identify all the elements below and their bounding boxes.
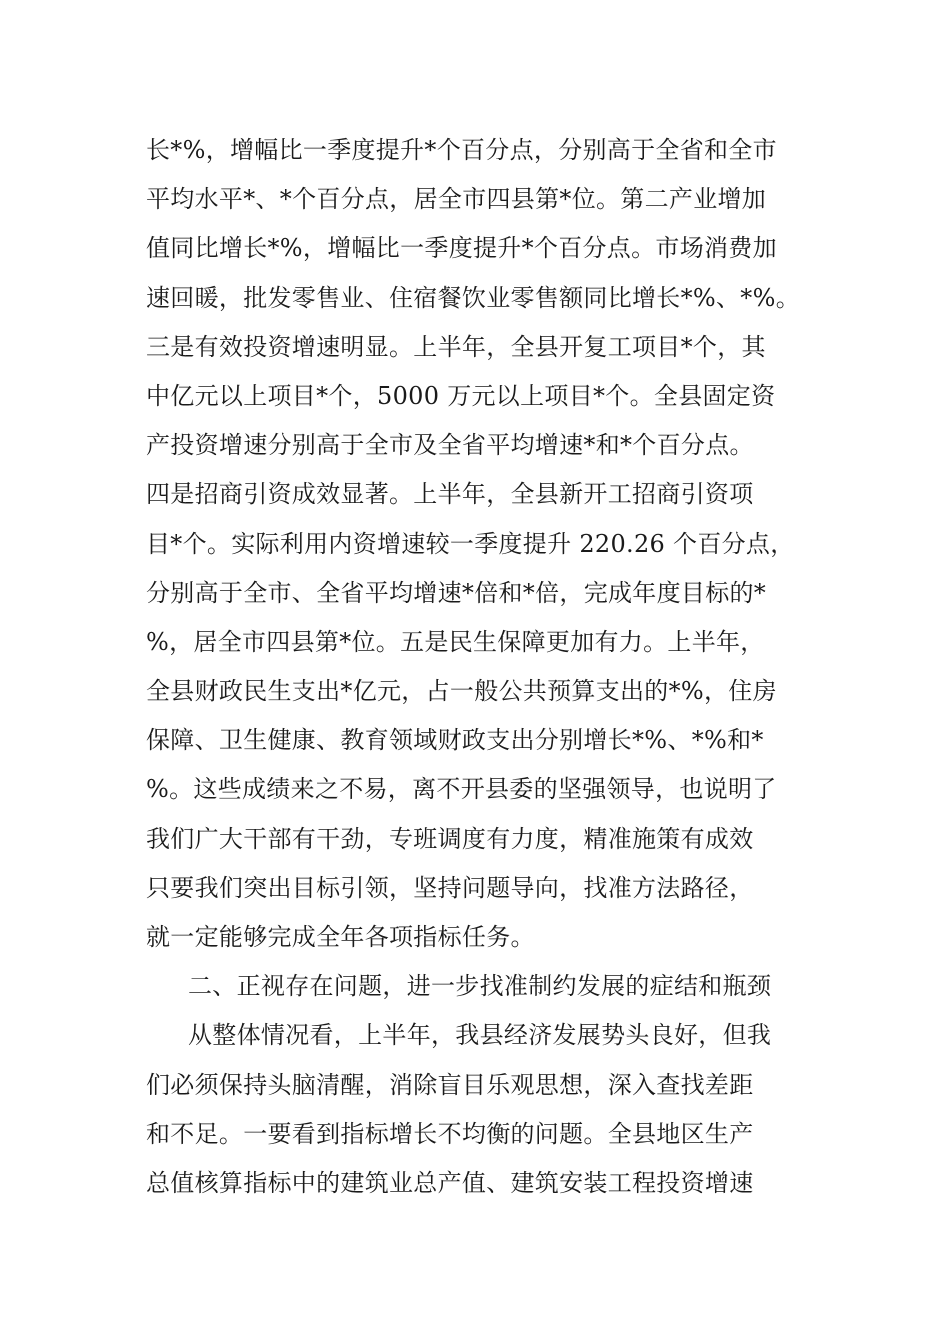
text-line: 值同比增长*%，增幅比一季度提升*个百分点。市场消费加 [146,234,777,263]
document-body [146,126,846,1208]
text-line: 四是招商引资成效显著。上半年，全县新开工招商引资项 [146,480,754,509]
text-line: 我们广大干部有干劲，专班调度有力度，精准施策有成效 [146,824,754,853]
text-line: 三是有效投资增速明显。上半年，全县开复工项目*个，其 [146,332,766,361]
text-line: 平均水平*、*个百分点，居全市四县第*位。第二产业增加 [146,185,767,214]
text-line: 们必须保持头脑清醒，消除盲目乐观思想，深入查找差距 [146,1070,754,1099]
text-line: 全县财政民生支出*亿元，占一般公共预算支出的*%，住房 [146,677,777,706]
text-line: 总值核算指标中的建筑业总产值、建筑安装工程投资增速 [146,1168,754,1197]
text-line: 中亿元以上项目*个，5000 万元以上项目*个。全县固定资 [146,381,776,410]
paragraph-first-line: 从整体情况看，上半年，我县经济发展势头良好，但我 [188,1021,772,1050]
text-line: %。这些成绩来之不易，离不开县委的坚强领导，也说明了 [146,775,777,804]
text-line: 产投资增速分别高于全市及全省平均增速*和*个百分点。 [146,431,754,460]
text-line: 长*%，增幅比一季度提升*个百分点，分别高于全省和全市 [146,136,777,164]
text-line: 目*个。实际利用内资增速较一季度提升 220.26 个百分点， [146,529,795,558]
text-line: 和不足。一要看到指标增长不均衡的问题。全县地区生产 [146,1119,754,1148]
text-line: 只要我们突出目标引领，坚持问题导向，找准方法路径， [146,873,754,902]
section-heading: 二、正视存在问题，进一步找准制约发展的症结和瓶颈 [188,972,772,1001]
text-line: 分别高于全市、全省平均增速*倍和*倍，完成年度目标的* [146,578,767,607]
text-line: 速回暖，批发零售业、住宿餐饮业零售额同比增长*%、*%。 [146,283,801,312]
text-line: %，居全市四县第*位。五是民生保障更加有力。上半年， [146,627,765,656]
text-line: 保障、卫生健康、教育领域财政支出分别增长*%、*%和* [146,726,764,755]
text-line: 就一定能够完成全年各项指标任务。 [146,923,535,951]
